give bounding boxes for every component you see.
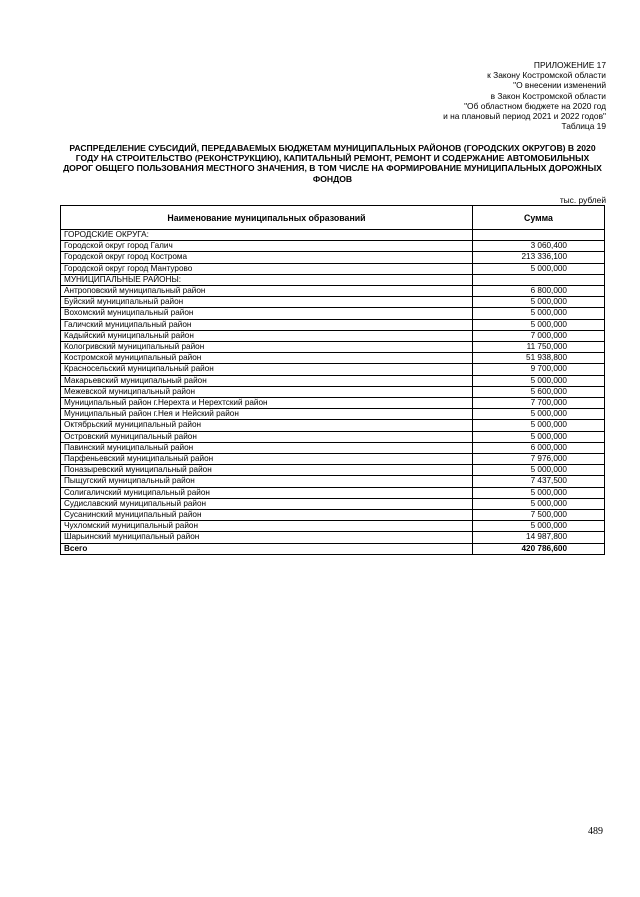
subsidy-amount: 5 000,000 <box>473 297 605 308</box>
municipality-name: Парфеньевский муниципальный район <box>61 454 473 465</box>
appendix-line: ПРИЛОЖЕНИЕ 17 <box>533 60 606 70</box>
table-row <box>61 431 605 442</box>
table-row <box>61 353 605 364</box>
municipality-name: Кадыйский муниципальный район <box>61 330 473 341</box>
municipality-name: Кологривский муниципальный район <box>61 342 473 353</box>
subsidy-amount <box>473 230 605 241</box>
table-row <box>61 487 605 498</box>
total-label: Всего <box>61 543 473 554</box>
subsidy-amount: 6 800,000 <box>473 286 605 297</box>
municipality-name: Солигаличский муниципальный район <box>61 487 473 498</box>
municipality-name: Вохомский муниципальный район <box>61 308 473 319</box>
municipality-name: Павинский муниципальный район <box>61 442 473 453</box>
appendix-line: "О внесении изменений <box>513 80 606 91</box>
table-number: Таблица 19 <box>561 121 606 132</box>
appendix-line: в Закон Костромской области <box>490 90 606 101</box>
municipality-name: Буйский муниципальный район <box>61 297 473 308</box>
subsidy-amount: 5 000,000 <box>473 409 605 420</box>
subsidy-amount: 9 700,000 <box>473 364 605 375</box>
municipality-name: Шарьинский муниципальный район <box>61 532 473 543</box>
appendix-header <box>443 60 606 131</box>
appendix-line: к Закону Костромской области <box>487 70 606 81</box>
table-row <box>61 263 605 274</box>
table-row <box>61 308 605 319</box>
subsidy-amount: 5 000,000 <box>473 319 605 330</box>
table-row <box>61 442 605 453</box>
subsidy-amount: 213 336,100 <box>473 252 605 263</box>
column-header-name: Наименование муниципальных образований <box>61 206 473 230</box>
table-row <box>61 286 605 297</box>
municipality-name: Антроповский муниципальный район <box>61 286 473 297</box>
table-row <box>61 476 605 487</box>
subsidy-amount: 5 000,000 <box>473 420 605 431</box>
municipality-name: Поназыревский муниципальный район <box>61 465 473 476</box>
municipality-name: Островский муниципальный район <box>61 431 473 442</box>
municipality-name: Судиславский муниципальный район <box>61 498 473 509</box>
appendix-line: и на плановый период 2021 и 2022 годов" <box>443 111 606 122</box>
subsidy-amount: 3 060,400 <box>473 241 605 252</box>
subsidy-amount: 7 500,000 <box>473 510 605 521</box>
total-row <box>61 543 605 554</box>
table-row <box>61 252 605 263</box>
subsidy-amount: 51 938,800 <box>473 353 605 364</box>
municipality-name: Чухломский муниципальный район <box>61 521 473 532</box>
subsidy-amount: 7 437,500 <box>473 476 605 487</box>
subsidy-amount <box>473 274 605 285</box>
table-row <box>61 398 605 409</box>
subsidy-amount: 7 700,000 <box>473 398 605 409</box>
subsidy-amount: 5 000,000 <box>473 431 605 442</box>
section-header-row <box>61 230 605 241</box>
municipality-name: Красносельский муниципальный район <box>61 364 473 375</box>
subsidy-amount: 5 600,000 <box>473 386 605 397</box>
subsidy-amount: 7 000,000 <box>473 330 605 341</box>
units-label: тыс. рублей <box>559 195 606 205</box>
municipality-name: Пыщугский муниципальный район <box>61 476 473 487</box>
subsidy-amount: 11 750,000 <box>473 342 605 353</box>
table-row <box>61 420 605 431</box>
subsidy-amount: 5 000,000 <box>473 498 605 509</box>
municipality-name: Сусанинский муниципальный район <box>61 510 473 521</box>
table-row <box>61 297 605 308</box>
municipality-name: Галичский муниципальный район <box>61 319 473 330</box>
table-row <box>61 532 605 543</box>
municipality-name: МУНИЦИПАЛЬНЫЕ РАЙОНЫ: <box>61 274 473 285</box>
table-row <box>61 375 605 386</box>
municipality-name: ГОРОДСКИЕ ОКРУГА: <box>61 230 473 241</box>
total-amount: 420 786,600 <box>473 543 605 554</box>
table-row <box>61 342 605 353</box>
table-row <box>61 510 605 521</box>
subsidy-amount: 5 000,000 <box>473 263 605 274</box>
table-row <box>61 330 605 341</box>
table-row <box>61 364 605 375</box>
table-row <box>61 521 605 532</box>
municipality-name: Муниципальный район г.Нея и Нейский район <box>61 409 473 420</box>
table-row <box>61 241 605 252</box>
subsidy-amount: 5 000,000 <box>473 308 605 319</box>
municipality-name: Городской округ город Кострома <box>61 252 473 263</box>
municipality-name: Муниципальный район г.Нерехта и Нерехтский район <box>61 398 473 409</box>
table-row <box>61 498 605 509</box>
document-title: РАСПРЕДЕЛЕНИЕ СУБСИДИЙ, ПЕРЕДАВАЕМЫХ БЮДЖЕТАМ МУНИЦИПАЛЬНЫХ РАЙОНОВ (ГОРОДСКИХ ОКРУГОВ) В 2020 ГОДУ НА СТРОИТЕЛЬСТВО (РЕКОНСТРУКЦИЮ), КАПИТАЛЬНЫЙ РЕМОНТ, РЕМОНТ И СОДЕРЖАНИЕ АВТОМОБИЛЬНЫХ ДОРОГ ОБЩЕГО ПОЛЬЗОВАНИЯ МЕСТНОГО ЗНАЧЕНИЯ, В ТОМ ЧИСЛЕ НА ФОРМИРОВАНИЕ МУНИЦИПАЛЬНЫХ ДОРОЖНЫХ ФОНДОВ <box>63 143 602 184</box>
municipality-name: Городской округ город Мантурово <box>61 263 473 274</box>
subsidy-amount: 5 000,000 <box>473 521 605 532</box>
subsidy-amount: 6 000,000 <box>473 442 605 453</box>
appendix-line: "Об областном бюджете на 2020 год <box>464 100 606 111</box>
table-row <box>61 454 605 465</box>
table-header-row <box>61 206 605 230</box>
table-row <box>61 409 605 420</box>
subsidy-table <box>60 205 605 555</box>
municipality-name: Макарьевский муниципальный район <box>61 375 473 386</box>
table-row <box>61 386 605 397</box>
subsidy-amount: 5 000,000 <box>473 465 605 476</box>
subsidy-amount: 7 976,000 <box>473 454 605 465</box>
subsidy-amount: 14 987,800 <box>473 532 605 543</box>
municipality-name: Костромской муниципальный район <box>61 353 473 364</box>
table-row <box>61 319 605 330</box>
section-header-row <box>61 274 605 285</box>
municipality-name: Городской округ город Галич <box>61 241 473 252</box>
subsidy-amount: 5 000,000 <box>473 487 605 498</box>
column-header-sum: Сумма <box>473 206 605 230</box>
subsidy-amount: 5 000,000 <box>473 375 605 386</box>
municipality-name: Межевской муниципальный район <box>61 386 473 397</box>
municipality-name: Октябрьский муниципальный район <box>61 420 473 431</box>
table-row <box>61 465 605 476</box>
page-number: 489 <box>588 826 603 837</box>
